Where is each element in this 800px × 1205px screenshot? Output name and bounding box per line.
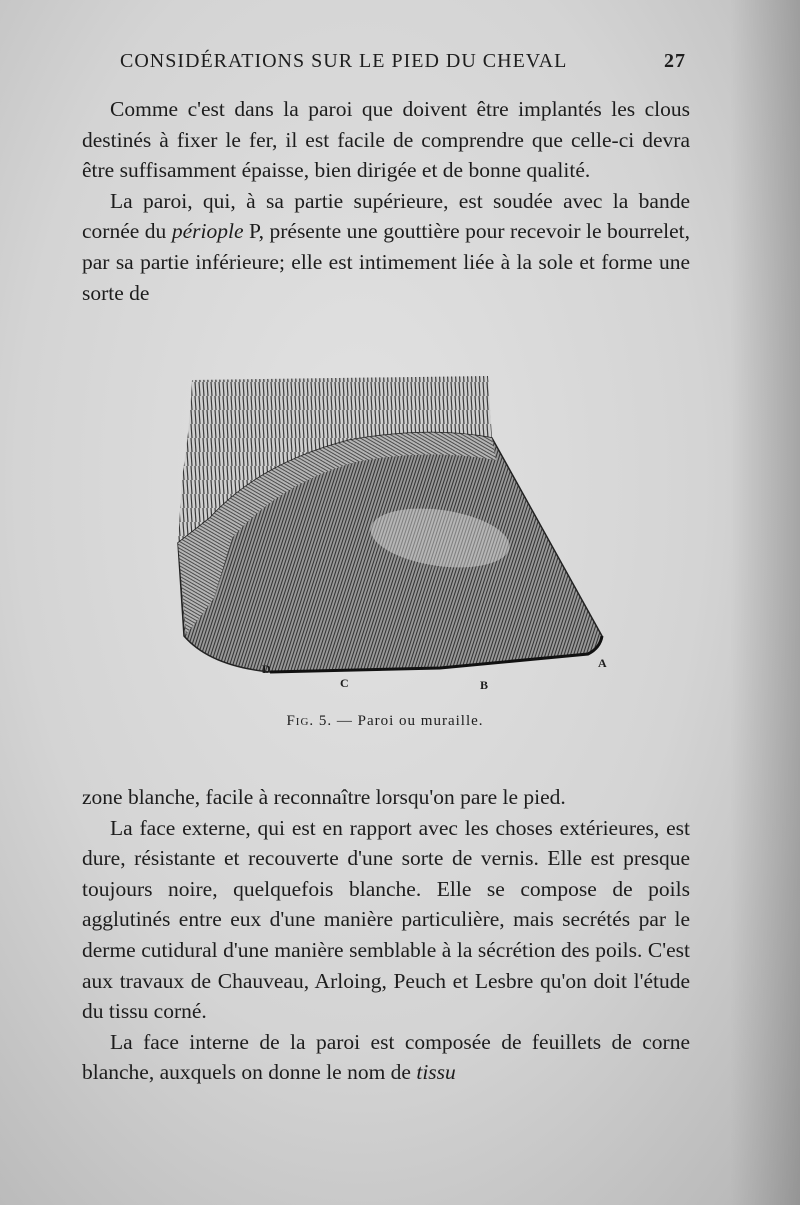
running-header	[120, 50, 686, 73]
paragraph: La face externe, qui est en rapport avec les choses extérieures, est dure, résistante et recouverte d'une sorte de vernis. Elle est presque toujours noire, quelquefois blanche. Elle se compose de poils agglutinés entre eux d'une manière particulière, mais secrétés par le derme cutidural d'une manière semblable à la sécrétion des poils. C'est aux travaux de Chauveau, Arloing, Peuch et Lesbre qu'on doit l'étude du tissu corné.	[82, 815, 690, 1024]
paragraph-text: P, présente une gouttière pour recevoir le bourrelet, par sa partie inférieure; elle est intimement liée à la sole et forme une sorte de	[82, 219, 691, 305]
paragraph	[82, 1027, 690, 1088]
caption-prefix: Fig. 5.	[286, 713, 333, 729]
header-title: CONSIDÉRATIONS SUR LE PIED DU CHEVAL	[120, 50, 568, 72]
page-edge-shadow	[730, 0, 800, 1205]
label-a: A	[598, 656, 607, 670]
label-b: B	[480, 678, 489, 692]
text-block-bottom	[82, 782, 690, 1088]
caption-text: — Paroi ou muraille.	[336, 713, 484, 729]
paragraph: zone blanche, facile à reconnaître lorsqu'on pare le pied.	[82, 785, 566, 809]
italic-term: périople	[171, 219, 244, 244]
paragraph	[82, 186, 690, 308]
paragraph-text: La paroi, qui, à sa partie supérieure, est soudée avec la bande cornée du	[82, 188, 690, 244]
italic-term: tissu	[416, 1060, 456, 1085]
paragraph-text: La face interne de la paroi est composée de feuillets de corne blanche, auxquels on donne le nom de	[82, 1029, 690, 1085]
hoof-illustration	[170, 368, 620, 688]
figure-caption	[0, 713, 770, 730]
text-block-top	[82, 94, 690, 308]
label-d: D	[262, 662, 271, 676]
page-number: 27	[664, 50, 686, 72]
label-c: C	[340, 676, 349, 690]
paragraph: Comme c'est dans la paroi que doivent être implantés les clous destinés à fixer le fer, il est facile de comprendre que celle-ci devra être suffisamment épaisse, bien dirigée et de bonne qualité.	[82, 97, 690, 183]
